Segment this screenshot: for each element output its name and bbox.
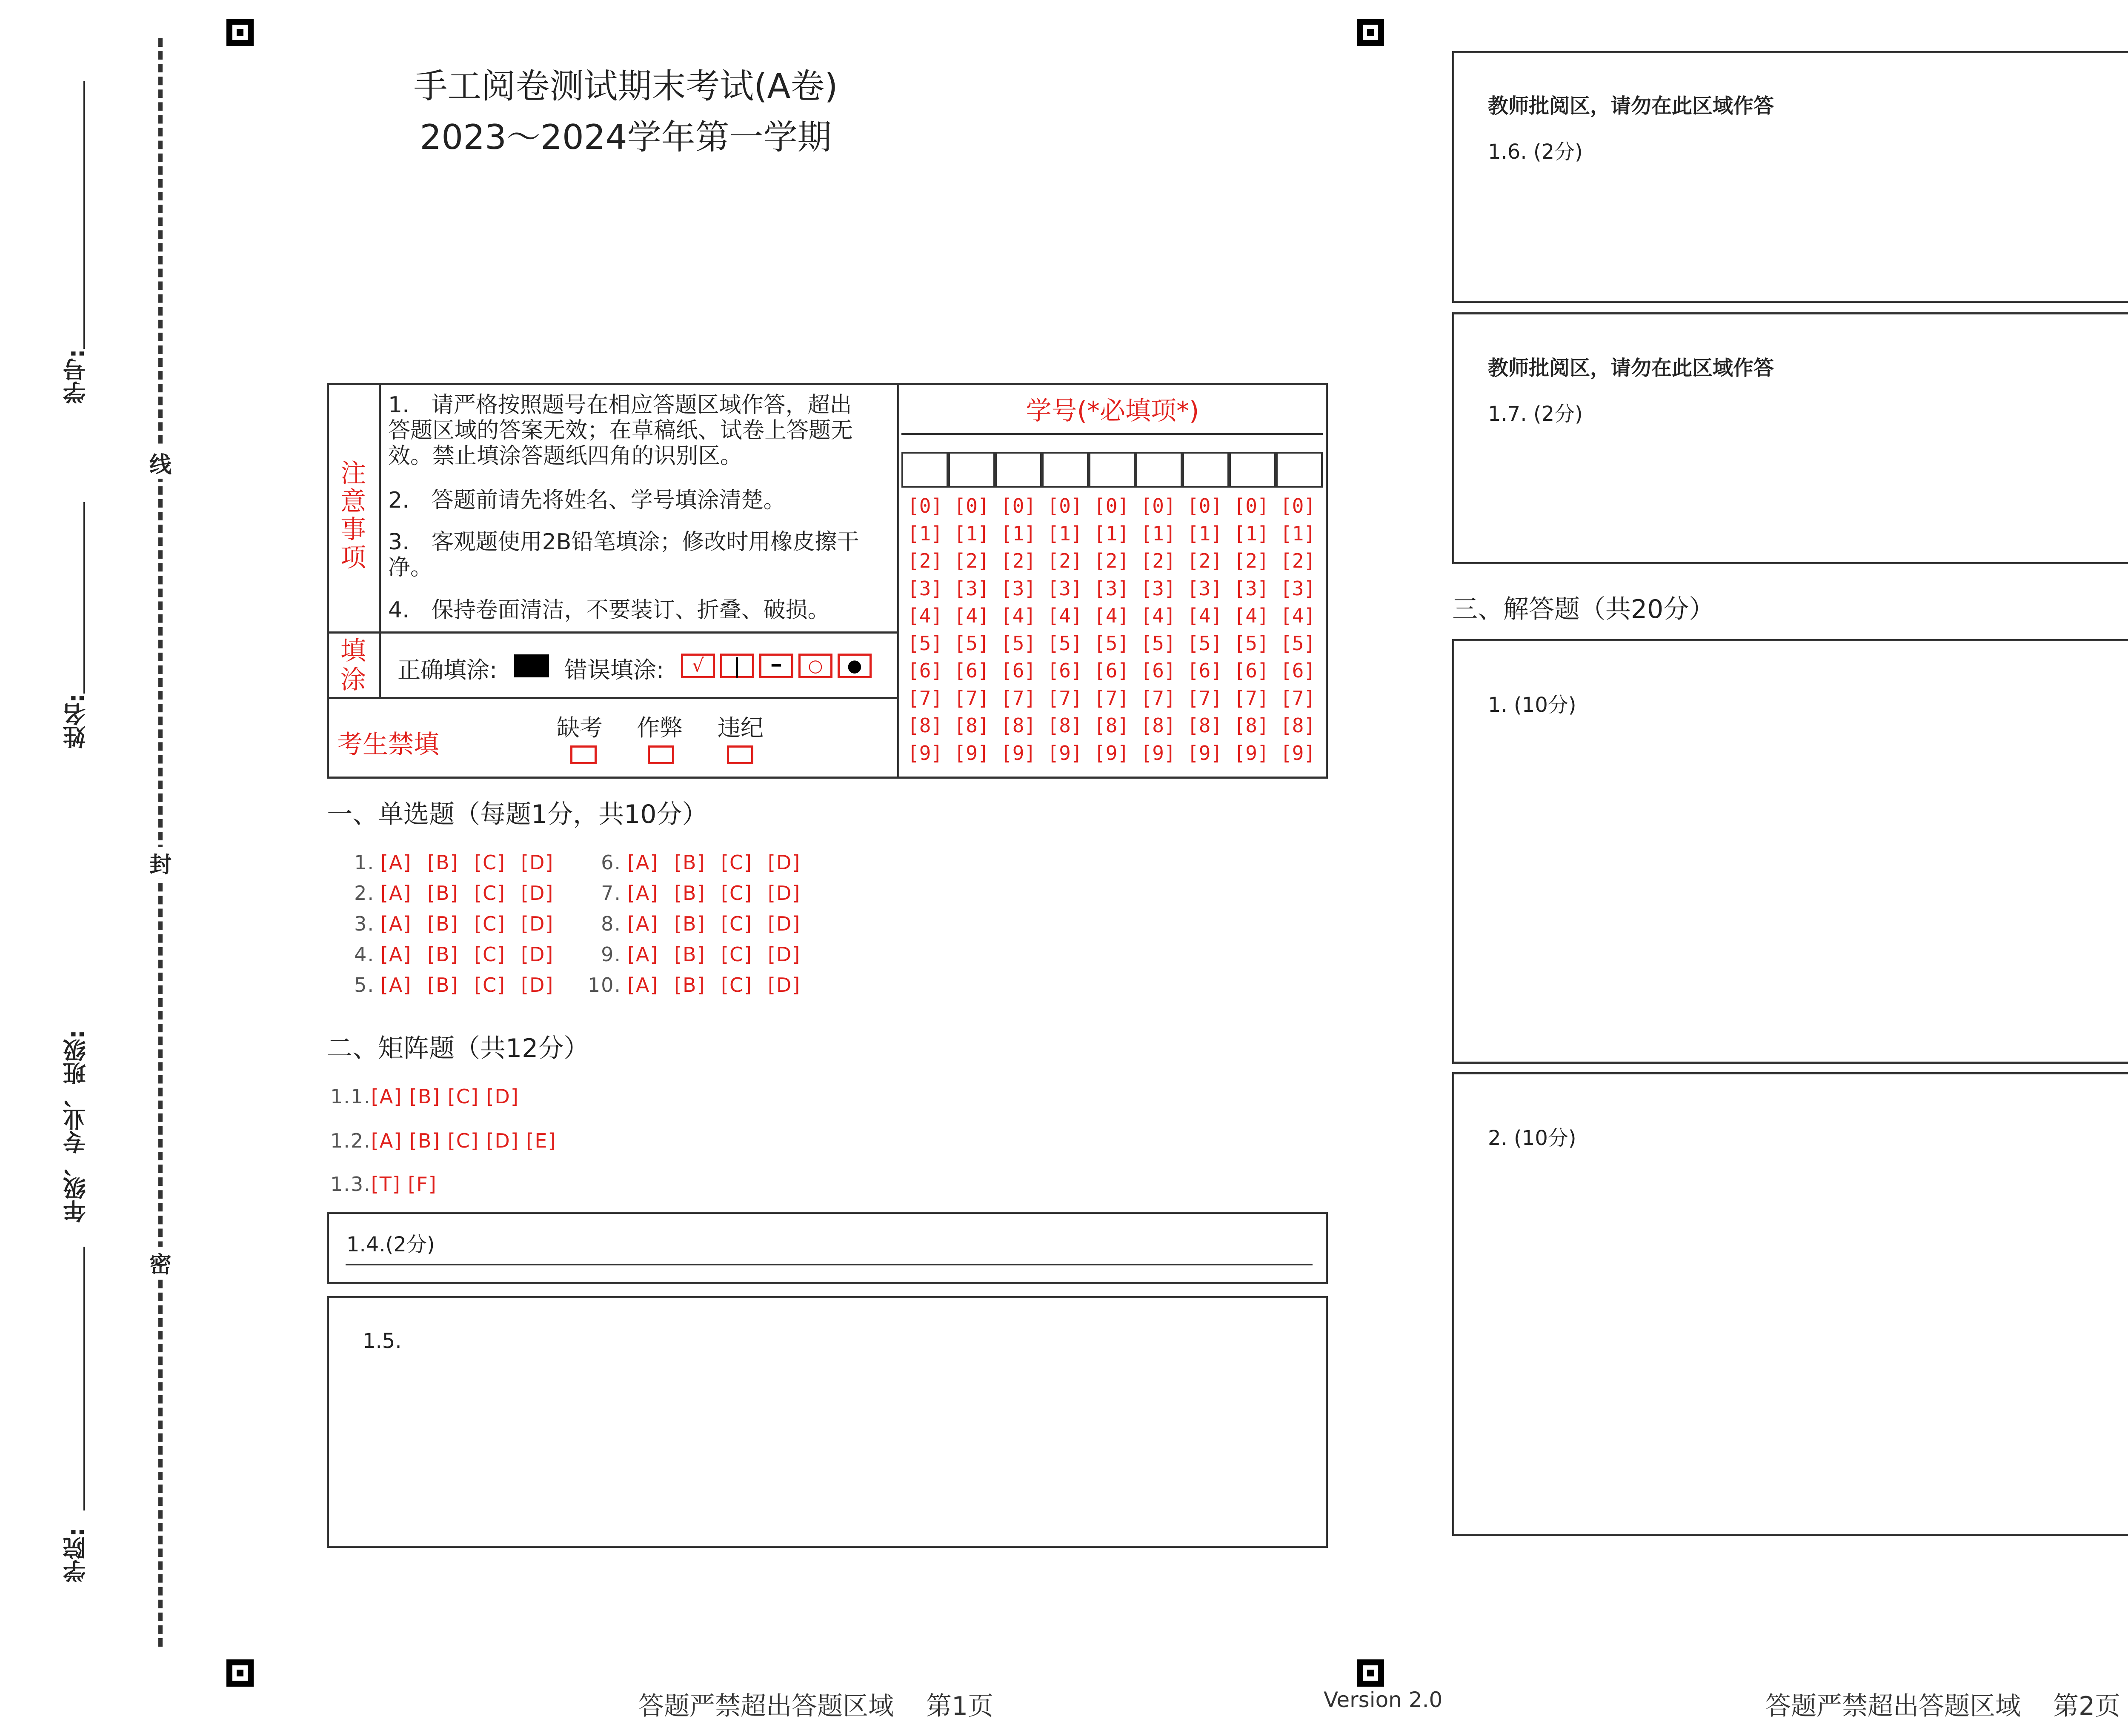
student-id-heading-underline: [901, 433, 1323, 435]
section1-heading: 一、单选题（每题1分，共10分）: [327, 799, 708, 829]
student-id-bubble[interactable]: [0]: [1094, 494, 1130, 517]
teacher-box-1-7-notice: 教师批阅区，请勿在此区域作答: [1488, 356, 1774, 380]
student-id-bubble[interactable]: [8]: [1140, 714, 1176, 737]
student-id-bubble[interactable]: [7]: [1187, 686, 1223, 710]
student-id-bubble[interactable]: [4]: [1001, 604, 1036, 627]
fill-heading-divider: [379, 631, 381, 699]
student-id-bubble[interactable]: [0]: [1233, 494, 1269, 517]
binding-line-student-id: [83, 81, 85, 349]
student-id-bubble[interactable]: [5]: [1280, 631, 1316, 655]
section1-option-bubble[interactable]: [D]: [521, 882, 554, 905]
seal-dashed-line: [158, 38, 163, 1647]
student-id-bubble[interactable]: [9]: [1094, 741, 1130, 765]
prohibited-heading: 考生禁填: [337, 730, 439, 760]
question-1-4-box[interactable]: [327, 1212, 1328, 1284]
section1-question-number: 2.: [354, 882, 375, 905]
section1-option-bubble[interactable]: [A]: [627, 912, 659, 935]
student-id-cell[interactable]: [1089, 452, 1136, 488]
section1-option-bubble[interactable]: [C]: [721, 943, 753, 966]
corner-marker-top-left: [226, 19, 254, 46]
student-id-bubble[interactable]: [9]: [1187, 741, 1223, 765]
question-1-1: 1.1.[A] [B] [C] [D]: [330, 1085, 519, 1108]
section1-question-number: 4.: [354, 943, 375, 966]
student-id-bubble[interactable]: [5]: [1233, 631, 1269, 655]
section1-option-bubble[interactable]: [D]: [768, 943, 801, 966]
student-id-bubble[interactable]: [2]: [954, 549, 990, 572]
section1-option-bubble[interactable]: [A]: [380, 912, 412, 935]
section1-option-bubble[interactable]: [B]: [427, 912, 459, 935]
section1-option-bubble[interactable]: [D]: [768, 851, 801, 874]
section1-option-bubble[interactable]: [C]: [474, 912, 506, 935]
section1-question-4: [340, 943, 375, 966]
student-id-bubble[interactable]: [8]: [1233, 714, 1269, 737]
section1-question-number: 6.: [601, 851, 621, 874]
student-id-bubble[interactable]: [2]: [1140, 549, 1176, 572]
section1-question-number: 9.: [601, 943, 621, 966]
section1-question-5: [340, 974, 375, 996]
section1-option-bubble[interactable]: [B]: [427, 882, 459, 905]
section1-question-2: [340, 882, 375, 905]
section1-question-1: [340, 851, 375, 874]
section1-option-bubble[interactable]: [A]: [380, 943, 412, 966]
section1-option-bubble[interactable]: [C]: [721, 851, 753, 874]
student-id-heading: 学号(*必填项*): [1026, 396, 1199, 426]
section1-question-9: [587, 943, 621, 966]
notice-heading-divider: [379, 383, 381, 632]
binding-field-name: 姓名:: [63, 694, 89, 749]
notice-item-2: 2. 答题前请先将姓名、学号填涂清楚。: [388, 488, 786, 513]
student-id-bubble[interactable]: [6]: [1140, 659, 1176, 682]
student-id-bubble[interactable]: [4]: [907, 604, 943, 627]
student-id-bubble[interactable]: [6]: [1187, 659, 1223, 682]
section1-option-bubble[interactable]: [B]: [674, 912, 706, 935]
student-id-bubble[interactable]: [3]: [907, 577, 943, 600]
student-id-bubble[interactable]: [2]: [1094, 549, 1130, 572]
student-id-bubble[interactable]: [0]: [907, 494, 943, 517]
student-id-cell[interactable]: [1042, 452, 1089, 488]
section1-question-8: [587, 912, 621, 935]
corner-marker-bottom-middle: [1357, 1659, 1384, 1687]
section1-question-number: 7.: [601, 882, 621, 905]
footer-page2-number: 第2页: [2053, 1691, 2121, 1721]
student-id-cell[interactable]: [1136, 452, 1182, 488]
section1-option-bubble[interactable]: [A]: [627, 882, 659, 905]
prohibited-cheat-box[interactable]: [648, 745, 674, 764]
student-id-bubble[interactable]: [4]: [1140, 604, 1176, 627]
question-1-4-answer-line: [346, 1264, 1313, 1265]
student-id-bubble[interactable]: [0]: [1001, 494, 1036, 517]
student-id-bubble[interactable]: [6]: [1280, 659, 1316, 682]
section1-question-number: 8.: [601, 912, 621, 935]
student-id-bubble[interactable]: [1]: [1094, 522, 1130, 545]
binding-line-class: [83, 1247, 85, 1510]
student-id-bubble[interactable]: [8]: [1280, 714, 1316, 737]
student-id-bubble[interactable]: [3]: [1047, 577, 1083, 600]
question-1-1-options[interactable]: [A] [B] [C] [D]: [371, 1085, 519, 1108]
student-id-bubble[interactable]: [0]: [1187, 494, 1223, 517]
student-id-bubble[interactable]: [7]: [1047, 686, 1083, 710]
question-1-3-options[interactable]: [T] [F]: [371, 1173, 437, 1196]
student-id-bubble[interactable]: [2]: [907, 549, 943, 572]
prohibited-absent-label: 缺考: [557, 714, 603, 741]
student-id-bubble[interactable]: [5]: [1094, 631, 1130, 655]
seal-char-line: 线: [149, 447, 172, 479]
student-id-bubble[interactable]: [2]: [1233, 549, 1269, 572]
corner-marker-bottom-left: [226, 1659, 254, 1687]
section1-option-bubble[interactable]: [D]: [521, 851, 554, 874]
student-id-bubble[interactable]: [3]: [1187, 577, 1223, 600]
student-id-bubble[interactable]: [5]: [907, 631, 943, 655]
teacher-box-1-6-label: 1.6. (2分): [1488, 140, 1583, 164]
exam-title: 手工阅卷测试期末考试(A卷): [413, 66, 838, 106]
student-id-bubble[interactable]: [2]: [1280, 549, 1316, 572]
student-id-bubble[interactable]: [4]: [1187, 604, 1223, 627]
student-id-bubble[interactable]: [3]: [1140, 577, 1176, 600]
footer-page1-warning: 答题严禁超出答题区域: [638, 1691, 894, 1721]
binding-field-class: 年级、专业、班级:: [63, 1030, 89, 1223]
binding-line-name: [83, 502, 85, 694]
student-id-bubble[interactable]: [4]: [1094, 604, 1130, 627]
fill-guide-bottom-divider: [327, 697, 899, 699]
question-1-4-label: 1.4.(2分): [346, 1233, 435, 1256]
section1-question-number: 10.: [587, 974, 621, 996]
student-id-bubble[interactable]: [0]: [1280, 494, 1316, 517]
prohibited-cheat-label: 作弊: [637, 714, 683, 741]
student-id-bubble[interactable]: [2]: [1187, 549, 1223, 572]
question-1-5-label: 1.5.: [363, 1329, 402, 1353]
fill-wrong-label: 错误填涂:: [564, 657, 664, 683]
student-id-cell[interactable]: [1276, 452, 1323, 488]
student-id-bubble[interactable]: [8]: [907, 714, 943, 737]
student-id-bubble[interactable]: [9]: [1233, 741, 1269, 765]
student-id-bubble[interactable]: [9]: [907, 741, 943, 765]
footer-page1-number: 第1页: [926, 1691, 994, 1721]
student-id-bubble[interactable]: [1]: [1001, 522, 1036, 545]
student-id-bubble[interactable]: [5]: [1001, 631, 1036, 655]
student-id-bubble[interactable]: [6]: [954, 659, 990, 682]
section1-option-bubble[interactable]: [C]: [474, 851, 506, 874]
answer-box-2-label: 2. (10分): [1488, 1126, 1576, 1150]
student-id-bubble[interactable]: [6]: [1094, 659, 1130, 682]
student-id-bubble[interactable]: [7]: [1001, 686, 1036, 710]
teacher-box-1-6[interactable]: [1452, 51, 2128, 303]
teacher-box-1-6-notice: 教师批阅区，请勿在此区域作答: [1488, 94, 1774, 118]
student-id-bubble[interactable]: [2]: [1047, 549, 1083, 572]
wrong-mark-dash: ━: [759, 654, 793, 678]
prohibited-violation-box[interactable]: [727, 745, 753, 764]
student-id-bubble[interactable]: [1]: [1233, 522, 1269, 545]
student-id-bubble[interactable]: [4]: [954, 604, 990, 627]
student-id-cell[interactable]: [948, 452, 995, 488]
student-id-bubble[interactable]: [1]: [1140, 522, 1176, 545]
section1-option-bubble[interactable]: [B]: [674, 882, 706, 905]
student-id-bubble[interactable]: [0]: [1047, 494, 1083, 517]
student-id-bubble[interactable]: [8]: [1094, 714, 1130, 737]
student-id-bubble[interactable]: [5]: [1047, 631, 1083, 655]
section1-option-bubble[interactable]: [A]: [627, 974, 659, 996]
footer-page2-warning: 答题严禁超出答题区域: [1765, 1691, 2021, 1721]
student-id-bubble[interactable]: [5]: [1187, 631, 1223, 655]
student-id-bubble[interactable]: [7]: [1140, 686, 1176, 710]
section1-option-bubble[interactable]: [C]: [474, 943, 506, 966]
fill-correct-label: 正确填涂:: [398, 657, 498, 683]
section1-option-bubble[interactable]: [D]: [521, 912, 554, 935]
section2-heading: 二、矩阵题（共12分）: [327, 1034, 589, 1063]
student-id-cell[interactable]: [901, 452, 948, 488]
section1-question-7: [587, 882, 621, 905]
question-1-2-options[interactable]: [A] [B] [C] [D] [E]: [371, 1129, 557, 1152]
wrong-mark-bar: |: [720, 654, 754, 678]
section1-option-bubble[interactable]: [C]: [721, 974, 753, 996]
student-id-bubble[interactable]: [3]: [1094, 577, 1130, 600]
binding-field-student-id: 学号:: [63, 349, 89, 404]
footer-version: Version 2.0: [1324, 1687, 1443, 1712]
section1-option-bubble[interactable]: [C]: [474, 882, 506, 905]
seal-char-secret: 密: [149, 1247, 172, 1279]
student-id-bubble[interactable]: [9]: [1140, 741, 1176, 765]
notice-item-1: 1. 请严格按照题号在相应答题区域作答，超出答题区域的答案无效；在草稿纸、试卷上答题无效。禁止填涂答题纸四角的识别区。: [388, 392, 853, 469]
student-id-bubble[interactable]: [7]: [954, 686, 990, 710]
student-id-bubble[interactable]: [1]: [954, 522, 990, 545]
student-id-bubble[interactable]: [9]: [954, 741, 990, 765]
fill-correct-sample: [514, 654, 549, 677]
section1-question-3: [340, 912, 375, 935]
section1-option-bubble[interactable]: [A]: [627, 943, 659, 966]
section1-option-bubble[interactable]: [B]: [427, 943, 459, 966]
notice-item-4: 4. 保持卷面清洁，不要装订、折叠、破损。: [388, 597, 830, 623]
student-id-bubble[interactable]: [8]: [1187, 714, 1223, 737]
notice-bottom-divider: [327, 631, 899, 634]
section1-option-bubble[interactable]: [A]: [627, 851, 659, 874]
student-id-bubble[interactable]: [3]: [1280, 577, 1316, 600]
student-id-bubble[interactable]: [3]: [1001, 577, 1036, 600]
question-1-5-box[interactable]: [327, 1296, 1328, 1548]
student-id-bubble[interactable]: [4]: [1233, 604, 1269, 627]
section1-option-bubble[interactable]: [D]: [521, 943, 554, 966]
student-id-bubble[interactable]: [9]: [1280, 741, 1316, 765]
section1-option-bubble[interactable]: [C]: [721, 882, 753, 905]
student-id-bubble[interactable]: [6]: [1001, 659, 1036, 682]
student-id-bubble[interactable]: [2]: [1001, 549, 1036, 572]
fill-heading: 填 涂: [340, 636, 366, 695]
teacher-box-1-7-label: 1.7. (2分): [1488, 402, 1583, 426]
student-id-bubble[interactable]: [7]: [1233, 686, 1269, 710]
student-id-bubble[interactable]: [1]: [907, 522, 943, 545]
section1-option-bubble[interactable]: [B]: [427, 851, 459, 874]
section3-heading: 三、解答题（共20分）: [1452, 594, 1715, 624]
student-id-bubble[interactable]: [1]: [1187, 522, 1223, 545]
answer-box-1-label: 1. (10分): [1488, 693, 1576, 717]
section1-question-6: [587, 851, 621, 874]
student-id-bubble[interactable]: [6]: [1233, 659, 1269, 682]
student-id-bubble[interactable]: [1]: [1280, 522, 1316, 545]
section1-option-bubble[interactable]: [A]: [380, 882, 412, 905]
section1-question-number: 5.: [354, 974, 375, 996]
section1-question-number: 1.: [354, 851, 375, 874]
student-id-bubble[interactable]: [1]: [1047, 522, 1083, 545]
notice-item-3: 3. 客观题使用2B铅笔填涂；修改时用橡皮擦干净。: [388, 529, 859, 580]
student-id-bubble[interactable]: [5]: [954, 631, 990, 655]
student-id-bubble[interactable]: [6]: [907, 659, 943, 682]
student-id-bubble[interactable]: [8]: [954, 714, 990, 737]
student-id-bubble[interactable]: [0]: [954, 494, 990, 517]
prohibited-violation-label: 违纪: [718, 714, 764, 741]
teacher-box-1-7[interactable]: [1452, 312, 2128, 564]
section1-option-bubble[interactable]: [B]: [674, 974, 706, 996]
student-id-cell[interactable]: [1182, 452, 1229, 488]
student-id-bubble[interactable]: [4]: [1047, 604, 1083, 627]
student-id-bubble[interactable]: [7]: [1094, 686, 1130, 710]
wrong-mark-check: √: [681, 654, 715, 678]
student-id-bubble[interactable]: [7]: [1280, 686, 1316, 710]
section1-question-number: 3.: [354, 912, 375, 935]
section1-option-bubble[interactable]: [A]: [380, 851, 412, 874]
section1-option-bubble[interactable]: [B]: [427, 974, 459, 996]
student-id-bubble[interactable]: [9]: [1047, 741, 1083, 765]
student-id-bubble[interactable]: [8]: [1001, 714, 1036, 737]
section1-option-bubble[interactable]: [D]: [768, 912, 801, 935]
binding-field-college: 学院:: [63, 1528, 89, 1583]
student-id-bubble[interactable]: [7]: [907, 686, 943, 710]
wrong-mark-dot: ●: [838, 654, 872, 678]
seal-char-seal: 封: [149, 847, 172, 879]
student-id-bubble[interactable]: [9]: [1001, 741, 1036, 765]
section1-option-bubble[interactable]: [C]: [721, 912, 753, 935]
section1-option-bubble[interactable]: [B]: [674, 943, 706, 966]
student-id-bubble[interactable]: [4]: [1280, 604, 1316, 627]
section1-option-bubble[interactable]: [D]: [768, 974, 801, 996]
section1-option-bubble[interactable]: [D]: [521, 974, 554, 996]
student-id-bubble[interactable]: [8]: [1047, 714, 1083, 737]
corner-marker-top-middle: [1357, 19, 1384, 46]
exam-subtitle: 2023～2024学年第一学期: [420, 117, 832, 157]
section1-option-bubble[interactable]: [A]: [380, 974, 412, 996]
student-id-bubble[interactable]: [0]: [1140, 494, 1176, 517]
section1-option-bubble[interactable]: [B]: [674, 851, 706, 874]
section1-option-bubble[interactable]: [D]: [768, 882, 801, 905]
student-id-bubble[interactable]: [3]: [1233, 577, 1269, 600]
prohibited-absent-box[interactable]: [570, 745, 597, 764]
student-id-cell[interactable]: [995, 452, 1042, 488]
student-id-bubble[interactable]: [5]: [1140, 631, 1176, 655]
question-1-2: 1.2.[A] [B] [C] [D] [E]: [330, 1129, 557, 1152]
student-id-bubble[interactable]: [6]: [1047, 659, 1083, 682]
student-id-cell[interactable]: [1229, 452, 1276, 488]
question-1-3: 1.3.[T] [F]: [330, 1173, 437, 1196]
section1-option-bubble[interactable]: [C]: [474, 974, 506, 996]
section1-question-10: [587, 974, 621, 996]
wrong-mark-circle: ○: [798, 654, 832, 678]
notice-heading: 注 意 事 项: [340, 459, 366, 573]
student-id-bubble[interactable]: [3]: [954, 577, 990, 600]
